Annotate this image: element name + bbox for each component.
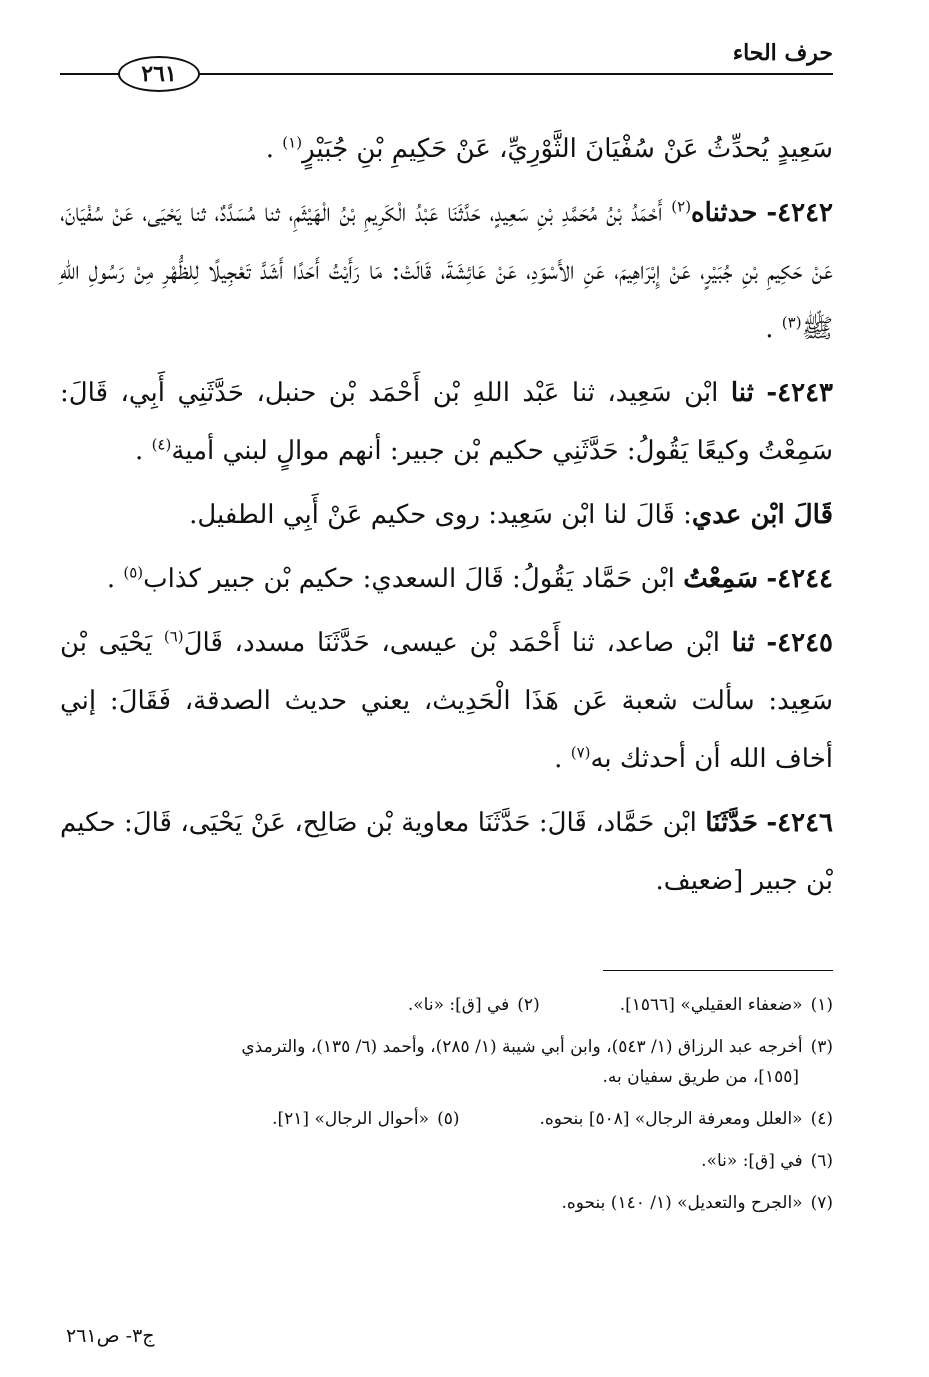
entry-number: ٤٢٤٤-: [766, 564, 833, 594]
entry-4243: ٤٢٤٣- ثنا ابْن سَعِيد، ثنا عَبْد اللهِ بْن أَحْمَد بْن حنبل، حَدَّثَنِي أَبِي، قَالَ: سَمِعْتُ وكيعًا يَقُولُ: حَدَّثَنِي حكيم بْن جبير: أنهم موالٍ لبني أمية$^{(٤)}$ .: [60, 378, 833, 466]
entry-lead: ثنا: [730, 378, 754, 408]
entry-number: ٤٢٤٣-: [766, 378, 833, 408]
entry-mid-footnote-ref: (٦): [163, 627, 184, 646]
entry-lead: قَالَ ابْن عدي: [691, 500, 833, 530]
entry-lead-footnote-ref: (٢): [671, 197, 692, 216]
entry-footnote-ref: (٤): [151, 435, 172, 454]
entry-4246: [60, 794, 833, 910]
footnote-3-continued: [١٥٥]، من طريق سفيان به.: [602, 1067, 799, 1087]
entry-number: ٤٢٤٢-: [766, 198, 834, 228]
footnote-4: (٤)«العلل ومعرفة الرجال» [٥٠٨] بنحوه.: [539, 1109, 833, 1129]
entry-lead: حَدَّثَنَا: [705, 808, 758, 838]
entry-text: ابْن سَعِيد، ثنا عَبْد اللهِ بْن أَحْمَد بْن حنبل، حَدَّثَنِي أَبِي، قَالَ: سَمِعْتُ وكيعًا يَقُولُ: حَدَّثَنِي حكيم بْن جبير: أنهم موالٍ لبني أمية: [60, 378, 833, 466]
entry-number: ٤٢٤٦-: [766, 808, 834, 838]
entry-lead: ثنا: [731, 628, 755, 658]
entry-text: ابْن حَمَّاد، قَالَ: حَدَّثَنَا معاوية بْن صَالِح، عَنْ يَحْيَى، قَالَ: حكيم بْن جبير [ضعيف.: [60, 808, 833, 896]
footnote-3: (٣)أخرجه عبد الرزاق (١/ ٥٤٣)، وابن أبي شيبة (١/ ٢٨٥)، وأحمد (٦/ ١٣٥)، والترمذي [١٥٥]، من طريق سفيان به.: [60, 1032, 833, 1092]
entry-text-continued: يَحْيَى بْن سَعِيد: سألت شعبة عَن هَذَا الْحَدِيث، يعني حديث الصدقة، فَقَالَ: إني أخاف الله أن أحدثك به: [60, 628, 833, 774]
entry-footnote-ref: (٣): [781, 313, 802, 332]
footnote-7: (٧)«الجرح والتعديل» (١/ ١٤٠) بنحوه.: [561, 1193, 833, 1213]
entry-4242: ٤٢٤٢- حدثناه$^{(٢)}$ أَحْمَدُ بْنُ مُحَمَّدِ بْنِ سَعِيدٍ، حَدَّثَنَا عَبْدُ الْكَرِيمِ بْنُ الْهَيْثَمِ، ثنا مُسَدَّدٌ، ثنا يَحْيَى، عَنْ سُفْيَانَ، عَنْ حَكِيمِ بْنِ جُبَيْرٍ، عَنْ إِبْرَاهِيمَ، عَنِ الأَسْوَدِ، عَنْ عَائِشَةَ، قَالَتْ: مَا رَأَيْتُ أَحَدًا أَشَدَّ تَعْجِيلًا لِلظُّهْرِ مِنْ رَسُولِ اللهِ ﷺ$^{(٣)}$ .: [60, 197, 834, 344]
footnote-6: (٦)في [ق]: «نا».: [701, 1151, 833, 1171]
footnote-row: [60, 1104, 833, 1134]
footnote-row: [60, 990, 833, 1020]
ibn-adi-note: [60, 486, 833, 544]
intro-paragraph: سَعِيدٍ يُحدِّثُ عَنْ سُفْيَانَ الثَّوْرِيِّ، عَنْ حَكِيمِ بْنِ جُبَيْرٍ$^{(١)}$ .: [265, 133, 833, 164]
entry-text: ابْن حَمَّاد يَقُولُ: قَالَ السعدي: حكيم بْن جبير كذاب: [143, 564, 675, 594]
entry-4245: ٤٢٤٥- ثنا ابْن صاعد، ثنا أَحْمَد بْن عيسى، حَدَّثَنَا مسدد، قَالَ$^{(٦)}$ يَحْيَى بْن سَعِيد: سألت شعبة عَن هَذَا الْحَدِيث، يعني حديث الصدقة، فَقَالَ: إني أخاف الله أن أحدثك به$^{(٧)}$ .: [60, 627, 833, 774]
footnote-2: (٢)في [ق]: «نا».: [407, 995, 540, 1015]
entry-footnote-ref: (٥): [123, 563, 144, 582]
footnote-5: (٥)«أحوال الرجال» [٢١].: [272, 1109, 460, 1129]
entry-text: : قَالَ لنا ابْن سَعِيد: روى حكيم عَنْ أَبِي الطفيل.: [189, 500, 692, 530]
page-number-oval: [118, 56, 200, 92]
footnotes: [60, 990, 833, 1230]
main-text: [60, 120, 833, 916]
entry-number: ٤٢٤٥-: [766, 628, 833, 658]
entry-text: أَحْمَدُ بْنُ مُحَمَّدِ بْنِ سَعِيدٍ، حَدَّثَنَا عَبْدُ الْكَرِيمِ بْنُ الْهَيْثَمِ، ثنا مُسَدَّدٌ، ثنا يَحْيَى، عَنْ سُفْيَانَ، عَنْ حَكِيمِ بْنِ جُبَيْرٍ، عَنْ إِبْرَاهِيمَ، عَنِ الأَسْوَدِ، عَنْ عَائِشَةَ، قَالَتْ: مَا رَأَيْتُ أَحَدًا أَشَدَّ تَعْجِيلًا لِلظُّهْرِ مِنْ رَسُولِ اللهِ ﷺ: [60, 198, 833, 344]
entry-lead: حدثناه: [691, 198, 758, 228]
footnote-1: (١)«ضعفاء العقيلي» [١٥٦٦].: [619, 995, 833, 1015]
footnote-rule: [603, 970, 833, 971]
entry-text: ابْن صاعد، ثنا أَحْمَد بْن عيسى، حَدَّثَنَا مسدد، قَالَ: [183, 628, 721, 658]
entry-lead: سَمِعْتُ: [683, 564, 759, 594]
intro-footnote-ref: (١): [282, 133, 303, 152]
volume-page-reference: ج٣- ص٢٦١: [66, 1325, 155, 1347]
entry-footnote-ref: (٧): [570, 743, 591, 762]
intro-text: سَعِيدٍ يُحدِّثُ عَنْ سُفْيَانَ الثَّوْرِيِّ، عَنْ حَكِيمِ بْنِ جُبَيْرٍ: [302, 134, 833, 164]
running-header-title: حرف الحاء: [732, 40, 833, 66]
entry-4244: ٤٢٤٤- سَمِعْتُ ابْن حَمَّاد يَقُولُ: قَالَ السعدي: حكيم بْن جبير كذاب$^{(٥)}$ .: [106, 563, 833, 594]
page-number: ٢٦١: [141, 61, 177, 87]
